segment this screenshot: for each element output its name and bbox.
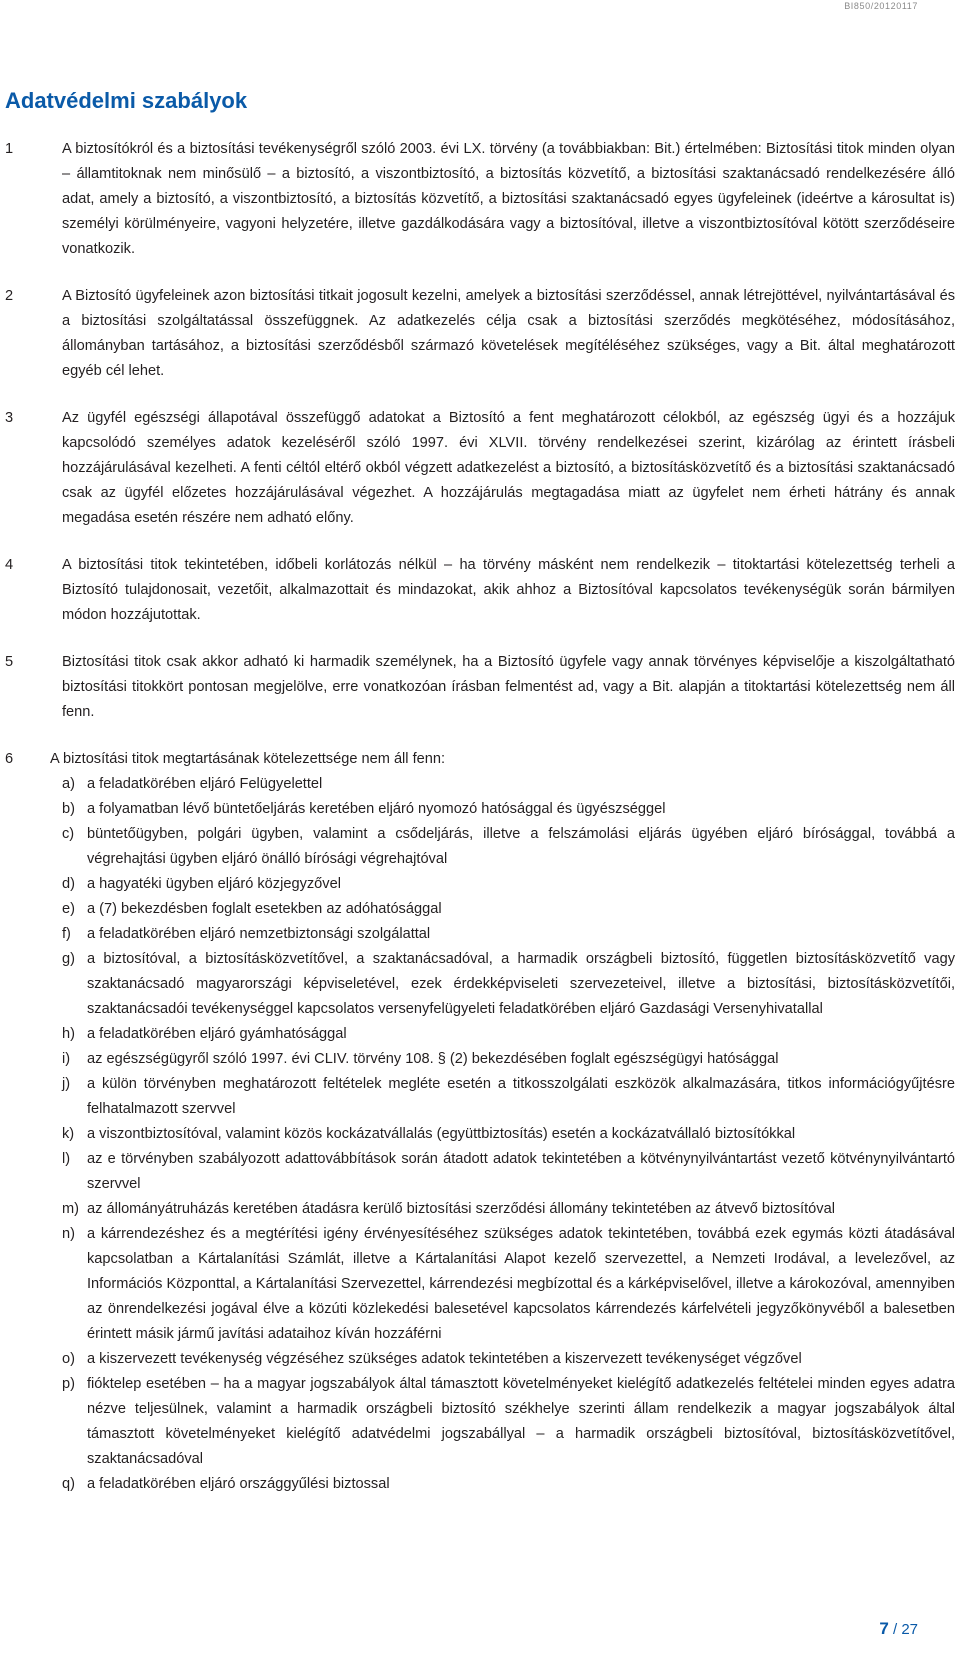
paragraph-6-header	[5, 747, 955, 772]
list-item	[62, 1222, 955, 1347]
list-item-text: a (7) bekezdésben foglalt esetekben az adóhatósággal	[87, 901, 442, 917]
paragraph-3	[5, 406, 955, 531]
page-total: 27	[901, 1621, 918, 1638]
list-item	[62, 1347, 955, 1372]
list-item-text: a feladatkörében eljáró nemzetbiztonsági szolgálattal	[87, 926, 431, 942]
list-item-label: q)	[62, 1476, 75, 1492]
list-item-text: a biztosítóval, a biztosításközvetítővel, a szaktanácsadóval, a harmadik országbeli biztosító, független biztosításközvetítő vagy szaktanácsadó magyarországi képviseletével, ezek érdekképviseleti szervezeteivel, illetve a biztosítási, biztosításközvetítői, szaktanácsadói tevékenységgel kapcsolatos versenyfelügyeleti feladatkörében eljáró Gazdasági Versenyhivatallal	[87, 951, 955, 1017]
paragraph-text: A Biztosító ügyfeleinek azon biztosítási titkait jogosult kezelni, amelyek a biztosítási szerződéssel, annak létrejöttével, nyilvántartásával és a biztosítási szolgáltatással összefüggnek. Az adatkezelés célja csak a biztosítási szerződés megkötéséhez, módosításához, állományban tartásához, a biztosítási szerződésből származó követelések megítéléséhez szükséges, vagy a Bit. által meghatározott egyéb cél lehet.	[62, 288, 955, 379]
list-item	[62, 1022, 955, 1047]
paragraph-number: 3	[5, 410, 14, 426]
paragraph-number: 5	[5, 654, 14, 670]
list-item-label: d)	[62, 876, 75, 892]
list-item-text: a folyamatban lévő büntetőeljárás keretében eljáró nyomozó hatósággal és ügyészséggel	[87, 801, 666, 817]
paragraph-6-intro: A biztosítási titok megtartásának kötelezettsége nem áll fenn:	[50, 751, 446, 767]
list-item-text: az állományátruházás keretében átadásra kerülő biztosítási szerződési állomány tekintetében az átvevő biztosítóval	[87, 1201, 835, 1217]
list-item-label: k)	[62, 1126, 75, 1142]
list-item-label: p)	[62, 1376, 75, 1392]
list-item-label: n)	[62, 1226, 75, 1242]
list-item	[62, 1472, 955, 1497]
paragraph-number: 2	[5, 288, 14, 304]
page-current: 7	[879, 1619, 889, 1638]
paragraph-number: 4	[5, 557, 14, 573]
paragraph-2	[5, 284, 955, 384]
list-item-text: a külön törvényben meghatározott feltételek megléte esetén a titkosszolgálati eszközök alkalmazására, titkos információgyűjtésre felhatalmazott szervvel	[87, 1076, 955, 1117]
list-item-label: j)	[62, 1076, 71, 1092]
list-item	[62, 1072, 955, 1122]
list-item-label: c)	[62, 826, 75, 842]
list-item-text: az e törvényben szabályozott adattovábbítások során átadott adatok tekintetében a kötvénynyilvántartást vezető kötvénynyilvántartó szervvel	[87, 1151, 955, 1192]
paragraph-1	[5, 137, 955, 262]
list-item	[62, 1197, 955, 1222]
list-item-label: h)	[62, 1026, 75, 1042]
list-item	[62, 1147, 955, 1197]
list-item	[62, 922, 955, 947]
paragraph-text: Az ügyfél egészségi állapotával összefüggő adatokat a Biztosító a fent meghatározott célokból, az egészség ügyi és a hozzájuk kapcsolódó személyes adatok kezeléséről szóló 1997. évi XLVII. törvény rendelkezései szerint, kizárólag az érintett írásbeli hozzájárulásával kezelheti. A fenti céltól eltérő okból végzett adatkezelést a biztosító, a biztosításközvetítő és a biztosítási szaktanácsadó csak az ügyfél előzetes hozzájárulásával végezhet. A hozzájárulás megtagadása miatt az ügyfelet nem érheti hátrány és annak megadása esetén részére nem adható előny.	[62, 410, 955, 526]
paragraph-6	[5, 747, 955, 1497]
list-item-label: f)	[62, 926, 71, 942]
list-item-text: az egészségügyről szóló 1997. évi CLIV. törvény 108. § (2) bekezdésében foglalt egészségügyi hatósággal	[87, 1051, 779, 1067]
paragraph-text: A biztosítási titok tekintetében, időbeli korlátozás nélkül – ha törvény másként nem rendelkezik – titoktartási kötelezettség terheli a Biztosító tulajdonosait, vezetőit, alkalmazottait és mindazokat, akik ahhoz a Biztosítóval kapcsolatos tevékenységük során bármilyen módon hozzájutottak.	[62, 557, 955, 623]
list-item-text: a kiszervezett tevékenység végzéséhez szükséges adatok tekintetében a kiszervezett tevékenységet végzővel	[87, 1351, 802, 1367]
list-item-text: a hagyatéki ügyben eljáró közjegyzővel	[87, 876, 341, 892]
list-item-label: m)	[62, 1201, 80, 1217]
page-separator: /	[892, 1621, 898, 1638]
list-item-text: büntetőügyben, polgári ügyben, valamint a csődeljárás, illetve a felszámolási eljárás ügyében eljáró bírósággal, továbbá a végrehajtási ügyben eljáró önálló bírósági végrehajtóval	[87, 826, 955, 867]
list-item	[62, 772, 955, 797]
paragraph-5	[5, 650, 955, 725]
exception-list	[5, 772, 955, 1497]
list-item-text: a feladatkörében eljáró országgyűlési biztossal	[87, 1476, 390, 1492]
list-item-text: fióktelep esetében – ha a magyar jogszabályok által támasztott követelményeket kielégítő adatkezelés feltételei minden egyes adatra nézve teljesülnek, valamint a harmadik országbeli biztosító székhelye szerinti állam rendelkezik a magyar jogszabályok által támasztott követelményeket kielégítő adatvédelmi jogszabállyal – a harmadik országbeli biztosítóval, biztosításközvetítővel, szaktanácsadóval	[87, 1376, 955, 1467]
paragraph-number: 1	[5, 141, 14, 157]
paragraph-4	[5, 553, 955, 628]
list-item	[62, 1122, 955, 1147]
paragraph-text: Biztosítási titok csak akkor adható ki harmadik személynek, ha a Biztosító ügyfele vagy annak törvényes képviselője a kiszolgáltatható biztosítási titokkört pontosan megjelölve, erre vonatkozóan írásban felmentést ad, vagy a Bit. alapján a titoktartási kötelezettség nem áll fenn.	[62, 654, 955, 720]
list-item-label: b)	[62, 801, 75, 817]
list-item-label: a)	[62, 776, 75, 792]
page-number	[879, 1619, 918, 1639]
paragraph-text: A biztosítókról és a biztosítási tevékenységről szóló 2003. évi LX. törvény (a továbbiakban: Bit.) értelmében: Biztosítási titok minden olyan – államtitoknak nem minősülő – a biztosító, a viszontbiztosító, a biztosítás közvetítő, a biztosítási szaktanácsadó rendelkezésére álló adat, amely a biztosító, a viszontbiztosító, a biztosítás közvetítő, a biztosítási szaktanácsadó egyes ügyfeleinek (ideértve a károsultat is) személyi körülményeire, vagyoni helyzetére, illetve gazdálkodására vagy a biztosítóval, illetve a viszontbiztosítóval kötött szerződéseire vonatkozik.	[62, 141, 955, 257]
list-item-label: g)	[62, 951, 75, 967]
list-item-label: l)	[62, 1151, 71, 1167]
list-item-label: e)	[62, 901, 75, 917]
document-code: BI850/20120117	[844, 1, 918, 11]
list-item	[62, 947, 955, 1022]
list-item	[62, 822, 955, 872]
document-body	[5, 137, 955, 1519]
list-item-text: a viszontbiztosítóval, valamint közös kockázatvállalás (együttbiztosítás) esetén a kockázatvállaló biztosítókkal	[87, 1126, 796, 1142]
list-item	[62, 1372, 955, 1472]
list-item-label: i)	[62, 1051, 71, 1067]
list-item-text: a feladatkörében eljáró gyámhatósággal	[87, 1026, 347, 1042]
page-title: Adatvédelmi szabályok	[5, 88, 248, 113]
list-item-text: a feladatkörében eljáró Felügyelettel	[87, 776, 323, 792]
paragraph-number: 6	[5, 751, 14, 767]
list-item	[62, 1047, 955, 1072]
list-item-text: a kárrendezéshez és a megtérítési igény érvényesítéséhez szükséges adatok tekintetében, továbbá ezek egymás közti átadásával kapcsolatban a Kártalanítási Számlát, illetve a Kártalanítási Alapot kezelő szervezettel, a Nemzeti Irodával, a levelezővel, az Információs Központtal, a Kártalanítási Szervezettel, kárrendezési megbízottal és a kárképviselővel, illetve a károkozóval, amennyiben az önrendelkezési jogával élve a közúti közlekedési balesetével kapcsolatos kárrendezés kárfelvételi jegyzőkönyvéből a balesetben érintett másik jármű javítási adataihoz kíván hozzáférni	[87, 1226, 955, 1342]
list-item	[62, 897, 955, 922]
list-item	[62, 872, 955, 897]
list-item	[62, 797, 955, 822]
list-item-label: o)	[62, 1351, 75, 1367]
